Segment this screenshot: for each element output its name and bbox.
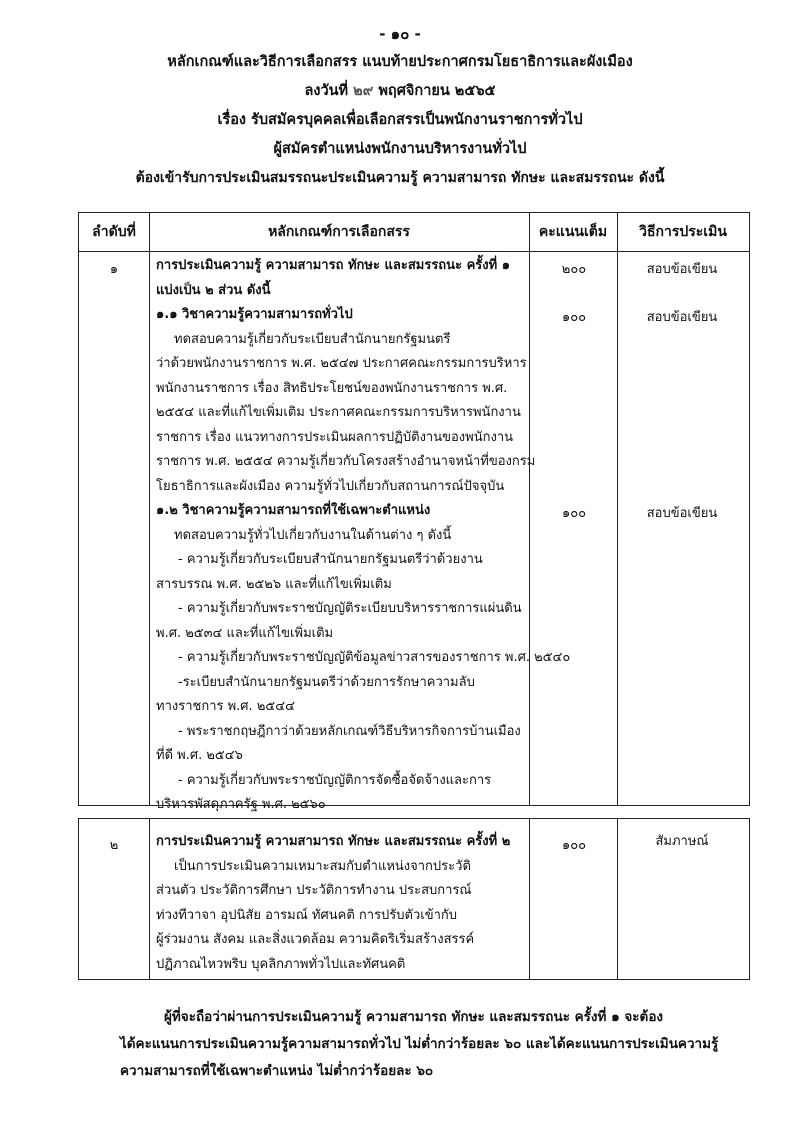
column-divider xyxy=(617,819,618,979)
header-date xyxy=(0,77,800,106)
sub2-line: - ความรู้เกี่ยวกับพระราชบัญญัติข้อมูลข่าวสารของราชการ พ.ศ. ๒๕๔๐ xyxy=(178,650,571,665)
date-month-year: พฤศจิกายน ๒๕๖๕ xyxy=(378,83,496,99)
col-header-number: ลำดับที่ xyxy=(92,224,136,240)
date-day-handwritten: ๒๙ xyxy=(353,83,374,99)
sub2-line: พ.ศ. ๒๕๓๔ และที่แก้ไขเพิ่มเติม xyxy=(156,625,334,641)
footer-line: ผู้ที่จะถือว่าผ่านการประเมินความรู้ ความสามารถ ทักษะ และสมรรถนะ ครั้งที่ ๑ จะต้อง xyxy=(164,1009,664,1025)
row2-score: ๑๐๐ xyxy=(561,838,587,853)
sub2-line: - ความรู้เกี่ยวกับพระราชบัญญัติการจัดซื้อจัดจ้างและการ xyxy=(178,772,492,788)
header-subject: เรื่อง รับสมัครบุคคลเพื่อเลือกสรรเป็นพนักงานราชการทั่วไป xyxy=(217,112,583,128)
sub1-line: ทดสอบความรู้เกี่ยวกับระเบียบสำนักนายกรัฐมนตรี xyxy=(174,331,451,347)
sub1-line: ราชการ เรื่อง แนวทางการประเมินผลการปฏิบัติงานของพนักงาน xyxy=(156,429,514,445)
sub1-method: สอบข้อเขียน xyxy=(646,310,718,325)
header-title: หลักเกณฑ์และวิธีการเลือกสรร แนบท้ายประกาศกรมโยธาธิการและผังเมือง xyxy=(167,54,633,70)
row2-number: ๒ xyxy=(109,838,119,853)
sub2-line: - ความรู้เกี่ยวกับพระราชบัญญัติระเบียบบริหารราชการแผ่นดิน xyxy=(178,601,522,616)
sub2-score: ๑๐๐ xyxy=(561,506,587,521)
col-header-criteria: หลักเกณฑ์การเลือกสรร xyxy=(268,224,410,240)
sub2-line: - ความรู้เกี่ยวกับระเบียบสำนักนายกรัฐมนตรีว่าด้วยงาน xyxy=(178,552,483,567)
sub2-line: บริหารพัสดุภาครัฐ พ.ศ. ๒๕๖๐ xyxy=(156,797,326,812)
sub1-line: ว่าด้วยพนักงานราชการ พ.ศ. ๒๕๔๗ ประกาศคณะกรรมการบริหาร xyxy=(156,356,527,371)
column-divider xyxy=(149,819,150,979)
col-header-method: วิธีการประเมิน xyxy=(639,224,727,240)
row2-line: ผู้ร่วมงาน สังคม และสิ่งแวดล้อม ความคิดริเริ่มสร้างสรรค์ xyxy=(156,932,475,947)
date-prefix: ลงวันที่ xyxy=(304,83,349,99)
row2-content xyxy=(156,830,528,977)
sub2-line: -ระเบียบสำนักนายกรัฐมนตรีว่าด้วยการรักษาความลับ xyxy=(178,674,475,690)
col-header-score: คะแนนเต็ม xyxy=(538,224,608,240)
sub2-line: ที่ดี พ.ศ. ๒๕๔๖ xyxy=(156,748,243,763)
row1-title: การประเมินความรู้ ความสามารถ ทักษะ และสมรรถนะ ครั้งที่ ๑ xyxy=(156,258,510,273)
sub2-line: - พระราชกฤษฎีกาว่าด้วยหลักเกณฑ์วิธีบริหารกิจการบ้านเมือง xyxy=(178,723,521,739)
footer-line: ได้คะแนนการประเมินความรู้ความสามารถทั่วไป ไม่ต่ำกว่าร้อยละ ๖๐ และได้คะแนนการประเมินความรู้ xyxy=(120,1036,719,1052)
row1-content xyxy=(156,254,571,818)
row2-title: การประเมินความรู้ ความสามารถ ทักษะ และสมรรถนะ ครั้งที่ ๒ xyxy=(156,834,511,849)
row2-method: สัมภาษณ์ xyxy=(655,834,709,849)
sub2-method: สอบข้อเขียน xyxy=(646,506,718,521)
sub2-line: ทดสอบความรู้ทั่วไปเกี่ยวกับงานในด้านต่าง ๆ ดังนี้ xyxy=(174,527,452,543)
row2-line: เป็นการประเมินความเหมาะสมกับตำแหน่งจากประวัติ xyxy=(174,858,471,874)
column-divider xyxy=(529,819,530,979)
sub1-line: ๒๕๕๔ และที่แก้ไขเพิ่มเติม ประกาศคณะกรรมการบริหารพนักงาน xyxy=(156,405,521,420)
sub2-title: ๑.๒ วิชาความรู้ความสามารถที่ใช้เฉพาะตำแหน่ง xyxy=(156,503,431,518)
sub1-line: โยธาธิการและผังเมือง ความรู้ทั่วไปเกี่ยวกับสถานการณ์ปัจจุบัน xyxy=(156,478,505,494)
header-requirement: ต้องเข้ารับการประเมินสมรรถนะประเมินความรู้ ความสามารถ ทักษะ และสมรรถนะ ดังนี้ xyxy=(135,170,665,186)
sub2-line: ทางราชการ พ.ศ. ๒๕๔๔ xyxy=(156,699,295,714)
page-number: - ๑๐ - xyxy=(379,25,421,43)
document-header xyxy=(0,48,800,193)
sub2-line: สารบรรณ พ.ศ. ๒๕๒๖ และที่แก้ไขเพิ่มเติม xyxy=(156,576,392,592)
row1-number: ๑ xyxy=(109,262,119,277)
sub1-title: ๑.๑ วิชาความรู้ความสามารถทั่วไป xyxy=(156,307,353,322)
row1-title-cont: แบ่งเป็น ๒ ส่วน ดังนี้ xyxy=(156,282,271,298)
sub1-line: พนักงานราชการ เรื่อง สิทธิประโยชน์ของพนักงานราชการ พ.ศ. xyxy=(156,380,508,396)
row2-line: ส่วนตัว ประวัติการศึกษา ประวัติการทำงาน ประสบการณ์ xyxy=(156,883,472,898)
footer-note xyxy=(120,1004,760,1085)
column-divider xyxy=(529,213,530,805)
column-divider xyxy=(617,213,618,805)
row1-method: สอบข้อเขียน xyxy=(646,262,718,277)
footer-line: ความสามารถที่ใช้เฉพาะตำแหน่ง ไม่ต่ำกว่าร้อยละ ๖๐ xyxy=(120,1063,434,1079)
row2-line: ปฏิภาณไหวพริบ บุคลิกภาพทั่วไปและทัศนคติ xyxy=(156,956,406,972)
row2-line: ท่วงทีวาจา อุปนิสัย อารมณ์ ทัศนคติ การปรับตัวเข้ากับ xyxy=(156,907,458,923)
header-divider xyxy=(79,251,749,252)
sub1-score: ๑๐๐ xyxy=(561,310,587,325)
column-divider xyxy=(149,213,150,805)
header-position: ผู้สมัครตำแหน่งพนักงานบริหารงานทั่วไป xyxy=(273,141,527,157)
row1-score: ๒๐๐ xyxy=(561,262,587,277)
sub1-line: ราชการ พ.ศ. ๒๕๕๔ ความรู้เกี่ยวกับโครงสร้างอำนาจหน้าที่ของกรม xyxy=(156,454,536,469)
